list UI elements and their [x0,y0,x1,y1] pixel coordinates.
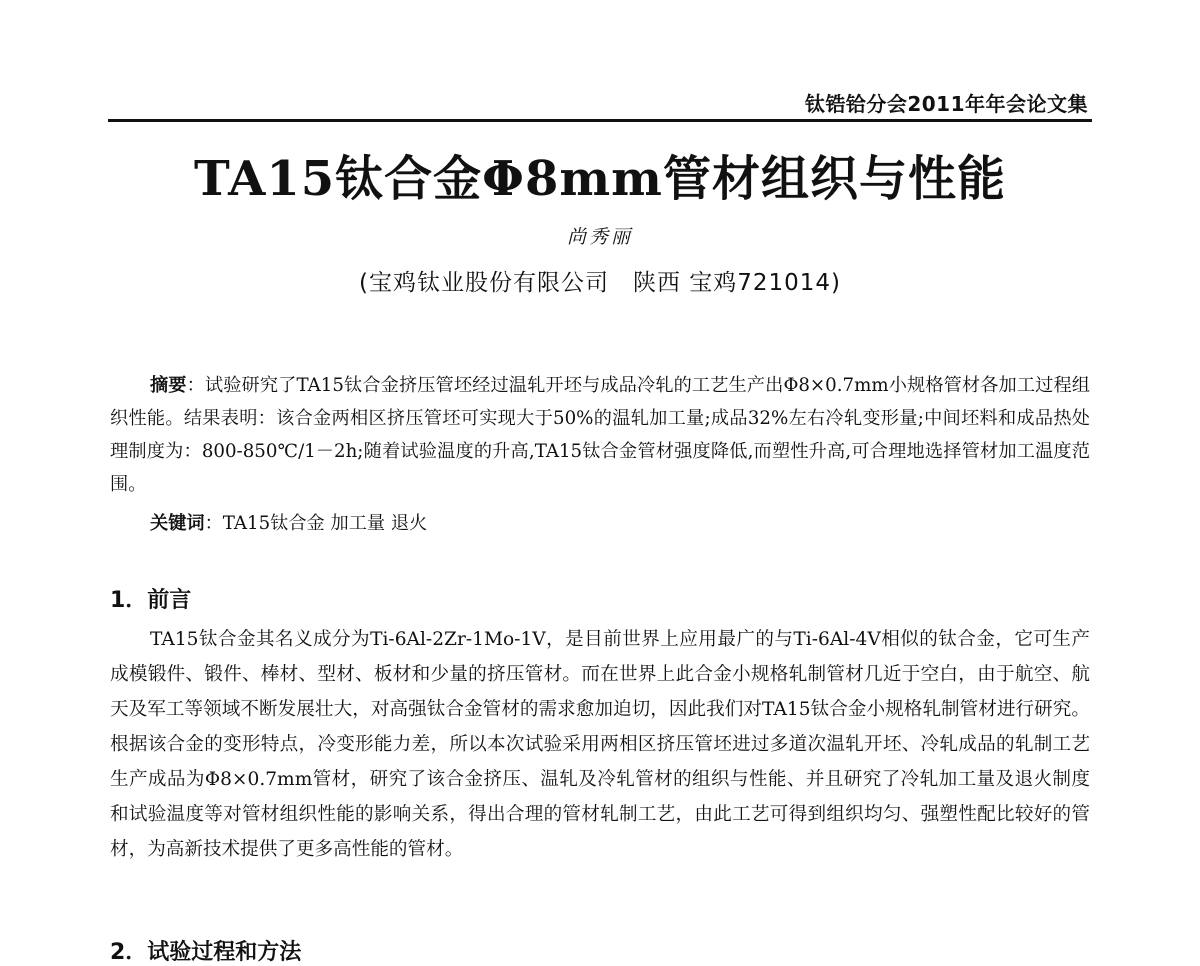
abstract-text: ：试验研究了TA15钛合金挤压管坯经过温轧开坯与成品冷轧的工艺生产出Φ8×0.7mm小规格管材各加工过程组织性能。结果表明：该合金两相区挤压管坯可实现大于50%的温轧加工量;成品32%左右冷轧变形量;中间坯料和成品热处理制度为：800-850℃/1－2h;随着试验温度的升高,TA15钛合金管材强度降低,而塑性升高,可合理地选择管材加工温度范围。 [110,375,1090,495]
abstract [110,369,1090,501]
author-name: 尚秀丽 [566,226,633,248]
paper-title: TA15钛合金Φ8mm管材组织与性能 [194,151,1006,207]
section-heading-experiment: 2．试验过程和方法 [110,940,302,965]
abstract-label: 摘要 [150,375,187,396]
header-rule [108,119,1092,122]
running-header: 钛锆铪分会2011年年会论文集 [804,92,1088,116]
keywords-text: ：TA15钛合金 加工量 退火 [204,513,428,534]
section-heading-introduction: 1．前言 [110,588,192,613]
keywords [150,509,427,539]
keywords-label: 关键词 [150,513,205,534]
introduction-paragraph: TA15钛合金其名义成分为Ti-6Al-2Zr-1Mo-1V，是目前世界上应用最广的与Ti-6Al-4V相似的钛合金，它可生产成模锻件、锻件、棒材、型材、板材和少量的挤压管材。而在世界上此合金小规格轧制管材几近于空白，由于航空、航天及军工等领域不断发展壮大，对高强钛合金管材的需求愈加迫切，因此我们对TA15钛合金小规格轧制管材进行研究。根据该合金的变形特点，冷变形能力差，所以本次试验采用两相区挤压管坯进过多道次温轧开坯、冷轧成品的轧制工艺生产成品为Φ8×0.7mm管材，研究了该合金挤压、温轧及冷轧管材的组织与性能、并且研究了冷轧加工量及退火制度和试验温度等对管材组织性能的影响关系，得出合理的管材轧制工艺，由此工艺可得到组织均匀、强塑性配比较好的管材，为高新技术提供了更多高性能的管材。 [110,629,1090,860]
author-affiliation: (宝鸡钛业股份有限公司 陕西 宝鸡721014) [358,270,842,296]
